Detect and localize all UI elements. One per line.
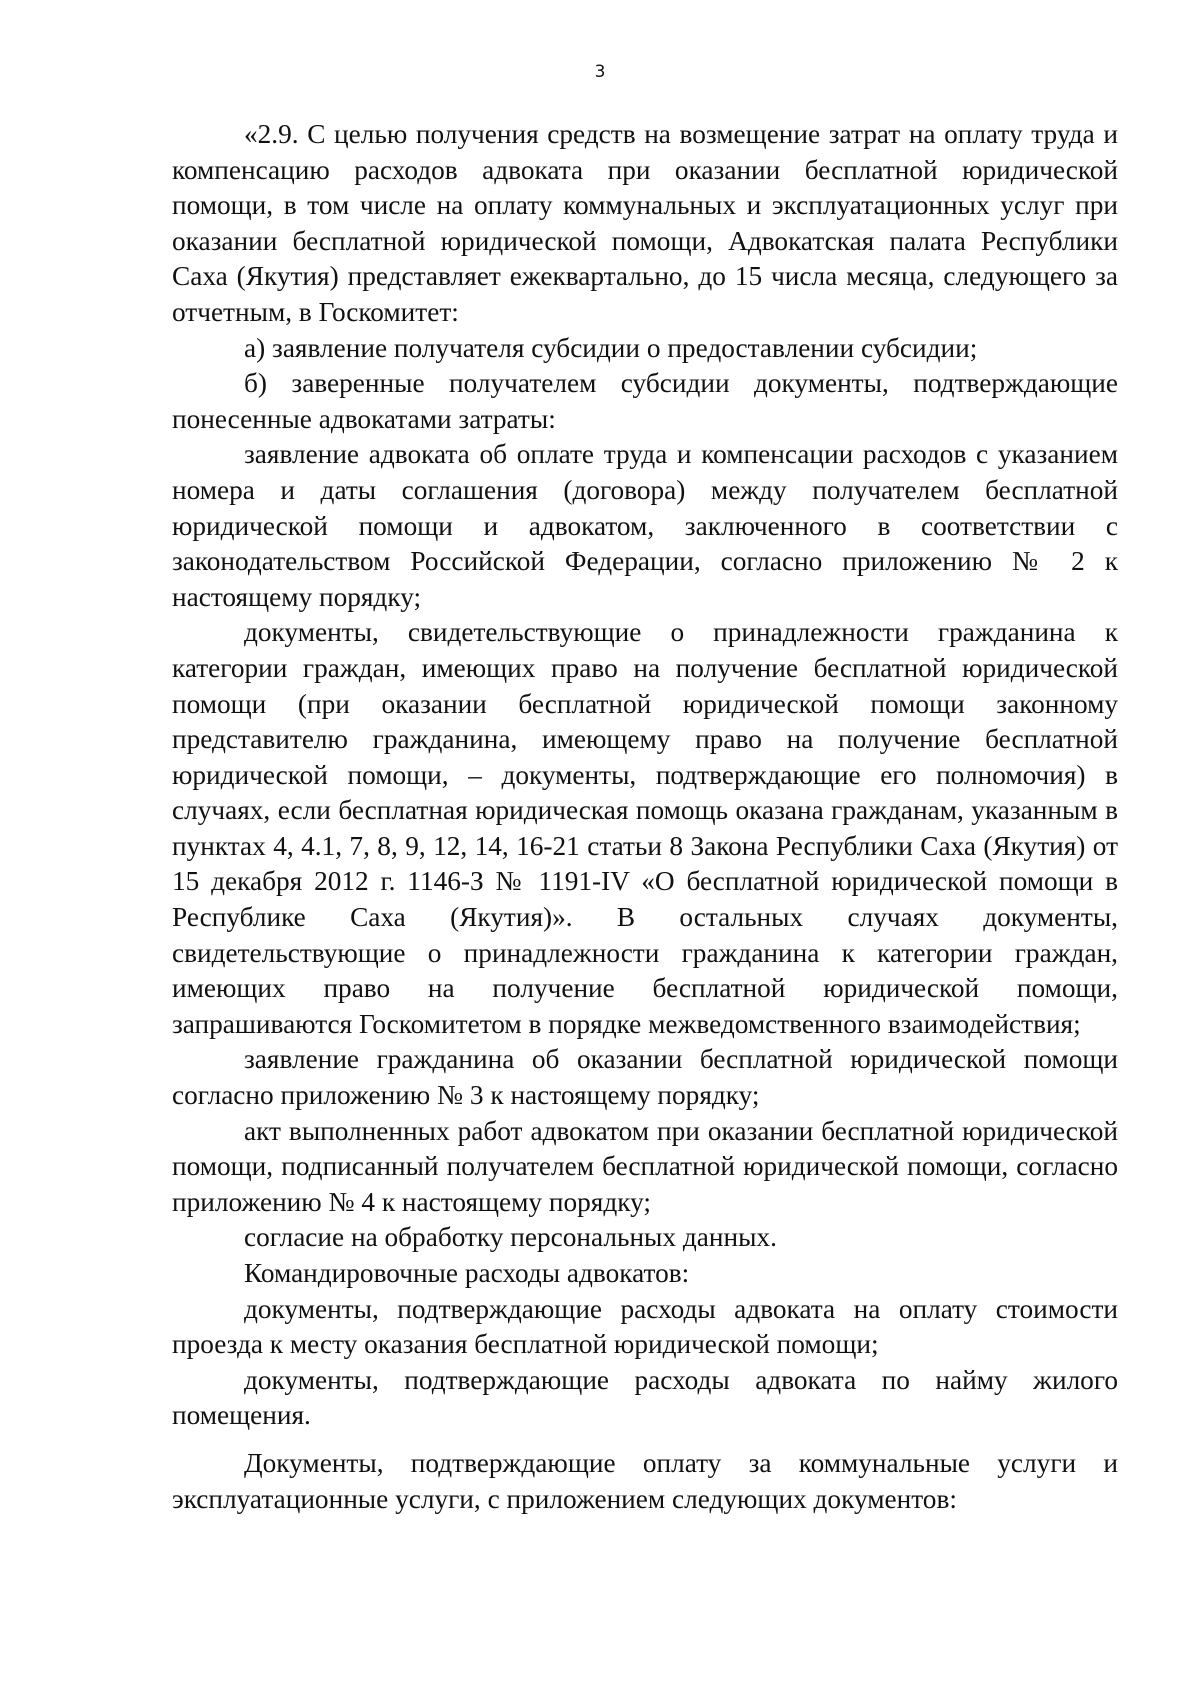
paragraph-item-a: а) заявление получателя субсидии о предоставлении субсидии; [244,332,978,363]
paragraph-lawyer-application: заявление адвоката об оплате труда и компенсации расходов с указанием номера и даты соглашения (договора) между получателем бесплатной юридической помощи и адвокатом, заключенного в соответствии с законодательством Российской Федерации, согласно приложению № 2 к настоящему порядку; [172,439,1118,612]
paragraph-work-act: акт выполненных работ адвокатом при оказании бесплатной юридической помощи, подписанный получателем бесплатной юридической помощи, согласно приложению № 4 к настоящему порядку; [172,1115,1118,1217]
paragraph-utility-payments: Документы, подтверждающие оплату за коммунальные услуги и эксплуатационные услуги, с приложением следующих документов: [172,1447,1118,1514]
paragraph-travel-expenses-heading: Командировочные расходы адвокатов: [244,1258,690,1288]
paragraph-personal-data-consent: согласие на обработку персональных данных. [244,1222,777,1253]
document-body [172,117,1118,1517]
paragraph-housing-documents: документы, подтверждающие расходы адвоката по найму жилого помещения. [172,1364,1118,1431]
paragraph-clause-2-9: «2.9. С целью получения средств на возмещение затрат на оплату труда и компенсацию расходов адвоката при оказании бесплатной юридической помощи, в том числе на оплату коммунальных и эксплуатационных услуг при оказании бесплатной юридической помощи, Адвокатская палата Республики Саха (Якутия) представляет ежеквартально, до 15 числа месяца, следующего за отчетным, в Госкомитет: [172,119,1118,327]
paragraph-travel-cost-documents: документы, подтверждающие расходы адвоката на оплату стоимости проезда к месту оказания бесплатной юридической помощи; [172,1293,1118,1360]
page-number: 3 [594,62,606,82]
paragraph-eligibility-documents: документы, свидетельствующие о принадлежности гражданина к категории граждан, имеющих право на получение бесплатной юридической помощи (при оказании бесплатной юридической помощи законному представителю гражданина, имеющему право на получение бесплатной юридической помощи, – документы, подтверждающие его полномочия) в случаях, если бесплатная юридическая помощь оказана гражданам, указанным в пунктах 4, 4.1, 7, 8, 9, 12, 14, 16-21 статьи 8 Закона Республики Саха (Якутия) от 15 декабря 2012 г. 1146-З № 1191-IV «О бесплатной юридической помощи в Республике Саха (Якутия)». В остальных случаях документы, свидетельствующие о принадлежности гражданина к категории граждан, имеющих право на получение бесплатной юридической помощи, запрашиваются Госкомитетом в порядке межведомственного взаимодействия; [172,617,1118,1039]
paragraph-citizen-application: заявление гражданина об оказании бесплатной юридической помощи согласно приложению № 3 к настоящему порядку; [172,1044,1118,1111]
paragraph-item-b: б) заверенные получателем субсидии документы, подтверждающие понесенные адвокатами затраты: [172,368,1118,434]
